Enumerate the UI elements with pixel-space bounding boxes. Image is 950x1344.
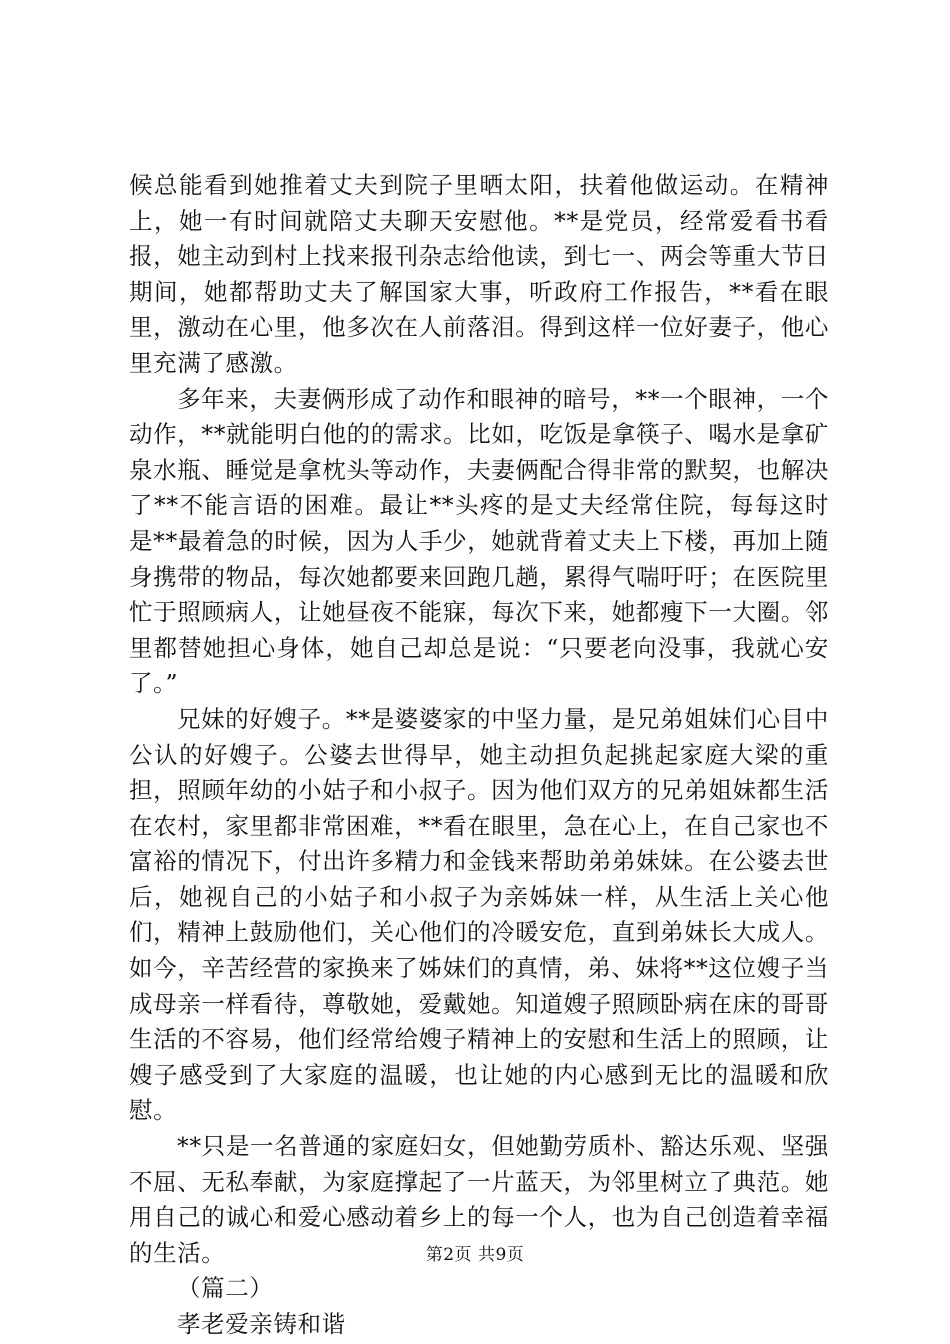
paragraph-sister-in-law: 兄妹的好嫂子。**是婆婆家的中坚力量，是兄弟姐妹们心目中公认的好嫂子。公婆去世得早，她主动担负起挑起家庭大梁的重担，照顾年幼的小姑子和小叔子。因为他们双方的兄弟姐妹都生活在农村，家里都非常困难，**看在眼里，急在心上，在自己家也不富裕的情况下，付出许多精力和金钱来帮助弟弟妹妹。在公婆去世后，她视自己的小姑子和小叔子为亲姊妹一样，从生活上关心他们，精神上鼓励他们，关心他们的冷暖安危，直到弟妹长大成人。如今，辛苦经营的家换来了姊妹们的真情，弟、妹将**这位嫂子当成母亲一样看待，尊敬她，爱戴她。知道嫂子照顾卧病在床的哥哥生活的不容易，他们经常给嫂子精神上的安慰和生活上的照顾，让嫂子感受到了大家庭的温暖，也让她的内心感到无比的温暖和欣慰。	[129, 704, 829, 1125]
section-title: 孝老爱亲铸和谐	[177, 1310, 346, 1338]
section-marker: （篇二）	[177, 1274, 274, 1303]
document-body	[129, 168, 829, 1343]
paragraph-signals: 多年来，夫妻俩形成了动作和眼神的暗号，**一个眼神，一个动作，**就能明白他的的需求。比如，吃饭是拿筷子、喝水是拿矿泉水瓶、睡觉是拿枕头等动作，夫妻俩配合得非常的默契，也解决了**不能言语的困难。最让**头疼的是丈夫经常住院，每每这时是**最着急的时候，因为人手少，她就背着丈夫上下楼，再加上随身携带的物品，每次她都要来回跑几趟，累得气喘吁吁；在医院里忙于照顾病人，让她昼夜不能寐，每次下来，她都瘦下一大圈。邻里都替她担心身体，她自己却总是说：“只要老向没事，我就心安了。”	[129, 384, 829, 698]
page-number-label: 第2页 共9页	[425, 1245, 525, 1265]
paragraph-conclusion: **只是一名普通的家庭妇女，但她勤劳质朴、豁达乐观、坚强不屈、无私奉献，为家庭撑起了一片蓝天，为邻里树立了典范。她用自己的诚心和爱心感动着乡上的每一个人，也为自己创造着幸福的生活。	[129, 1132, 829, 1267]
page-footer	[0, 1244, 950, 1266]
paragraph-continuation: 候总能看到她推着丈夫到院子里晒太阳，扶着他做运动。在精神上，她一有时间就陪丈夫聊天安慰他。**是党员，经常爱看书看报，她主动到村上找来报刊杂志给他读，到七一、两会等重大节日期间，她都帮助丈夫了解国家大事，听政府工作报告，**看在眼里，激动在心里，他多次在人前落泪。得到这样一位好妻子，他心里充满了感激。	[129, 171, 829, 377]
